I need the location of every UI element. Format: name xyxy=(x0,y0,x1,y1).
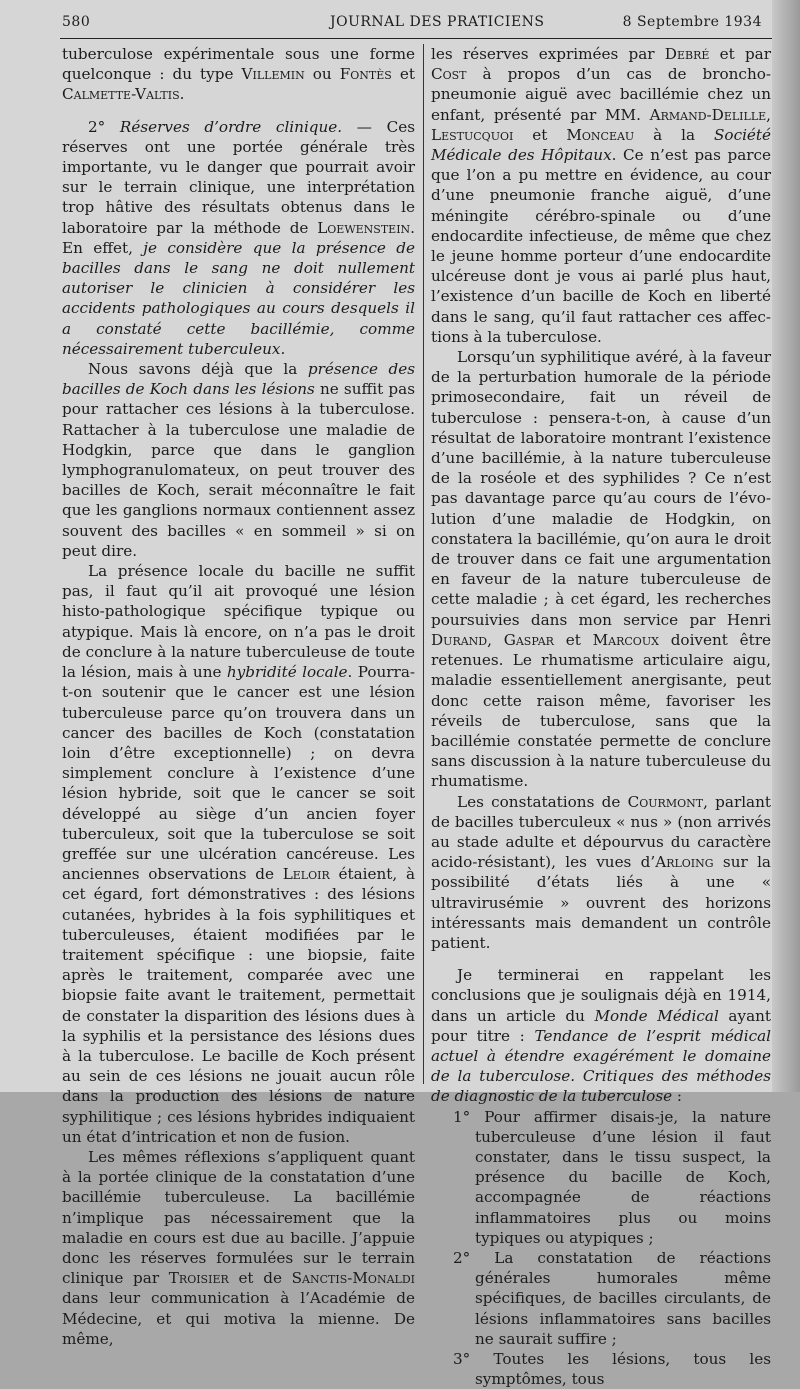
text-run: . Ce n’est pas parce que l’on a pu mettre en évidence, au cour d’une pneumonie franche aiguë, d’une méningite cérébro-spinale ou d’une endocardite infectieuse, de même que chez le jeune homme porteur d’une endocardite ulcéreuse dont je vous ai parlé plus haut, l’existence d’un bacille de Koch en liberté dans le sang, qu’il faut rattacher ces affections à la tuberculose. xyxy=(431,146,771,346)
paragraph xyxy=(431,44,771,347)
text-run: Les mêmes réflexions s’appliquent quant à la portée clinique de la constatation d’une bacillémie tuberculeuse. La bacillémie n’implique pas nécessairement que la maladie en cours est due au bacille. J’appuie donc les réserves formulées sur le terrain clinique par xyxy=(62,1147,415,1288)
text-run: , xyxy=(487,630,504,649)
author-name: Courmont xyxy=(627,792,704,811)
paragraph xyxy=(431,965,771,1106)
text-run: Lorsqu’un syphilitique avéré, à la faveur de la perturbation humorale de la période primosecondaire, fait un réveil de tuberculose : pensera-t-on, à cause d’un résultat de laboratoire montrant l’existence d’une bacillémie, à la nature tuberculeuse de la roséole et des syphilides ? Ce n’est pas davantage parce qu’au cours de l’évolution d’une maladie de Hodgkin, on constatera la bacillémie, qu’on aura le droit de trouver dans ce fait une argumentation en faveur de la nature tuberculeuse de cette maladie ; à cet égard, les recherches poursuivies dans mon service par Henri xyxy=(431,348,771,629)
text-run: et xyxy=(513,125,567,144)
paragraph xyxy=(62,117,415,359)
text-run: étaient, à cet égard, fort démonstratives : des lésions cutanées, hybrides à la fois syphilitiques et tuberculeuses, étaient modifiées par le traitement spécifique : une biopsie, faite après le traitement, comparée avec une biopsie faite avant le traitement, permettait de constater la disparition des lésions dues à la syphilis et la persistance des lésions dues à la tuberculose. Le bacille de Koch présent au sein de ces lésions ne jouait aucun rôle dans la production des lésions de nature syphilitique ; ces lésions hybrides indiquaient un état d’intrication et non de fusion. xyxy=(62,865,415,1146)
author-name: Fontès xyxy=(339,65,392,84)
text-run: ne suffit pas pour rattacher ces lésions à la tuberculose. Rattacher à la tuberculose une maladie de Hodgkin, parce que dans le ganglion lymphogranulomateux, on peut trouver des bacilles de Koch, serait méconnaître le fait que les ganglions normaux contiennent assez souvent des bacilles « en sommeil » si on peut dire. xyxy=(62,380,416,560)
journal-title: JOURNAL DES PRATICIENS xyxy=(330,14,545,30)
paragraph xyxy=(453,1107,771,1248)
text-run: les réserves exprimées par xyxy=(431,45,665,63)
text-run: , xyxy=(766,105,771,124)
text-run: . xyxy=(179,85,185,104)
emphasis-text: Monde Médical xyxy=(594,1006,719,1025)
author-name: Calmette-Valtis xyxy=(62,85,180,104)
emphasis-text: hybridité locale xyxy=(226,663,348,682)
text-run: La présence locale du bacille ne suffit pas, il faut qu’il ait provoqué une lésion histo-pathologique spécifique typique ou atypique. Mais là encore, on n’a pas le droit de conclure à la nature tuberculeuse de toute la lésion, mais à une xyxy=(62,562,415,682)
text-run: 2° La constatation de réactions générales humorales même spécifiques, de bacilles circulants, de lésions inflammatoires sans bacilles ne saurait suffire ; xyxy=(453,1248,771,1348)
paragraph xyxy=(62,1147,415,1349)
text-run: , parlant de bacilles tuberculeux « nus » (non arrivés au stade adulte et dépourvus du caractère acido-résistant), les vues d’ xyxy=(431,792,771,872)
paragraph xyxy=(62,561,415,1147)
paragraph xyxy=(453,1349,771,1389)
paragraph xyxy=(431,347,771,791)
author-name: Lestucquoi xyxy=(431,125,514,144)
emphasis-text: Société Médicale des Hôpitaux xyxy=(431,125,772,165)
page-number: 580 xyxy=(62,14,91,30)
author-name: Durand xyxy=(431,630,488,649)
emphasis-text: Réserves d’ordre clinique. xyxy=(119,117,343,136)
issue-date: 8 Septembre 1934 xyxy=(622,14,762,30)
author-name: Gaspar xyxy=(503,630,554,649)
text-run: et xyxy=(553,630,593,649)
author-name: Loewenstein xyxy=(317,218,411,237)
emphasis-text: je considère que la présence de bacilles dans le sang ne doit nullement autoriser le clinicien à considérer les accidents pathologiques au cours desquels il a constaté cette bacillémie, comme nécessairement tuberculeux. xyxy=(62,238,415,358)
text-run: et de xyxy=(228,1269,292,1288)
text-run: . Pourra-t-on soutenir que le cancer est une lésion tuberculeuse parce qu’on trouvera dans un cancer des bacilles de Koch (constatation loin d’être exceptionnelle) ; on devra simplement conclure à l’existence d’une lésion hybride, soit que le cancer se soit développé au siège d’un ancien foyer tuberculeux, soit que la tuberculose se soit greffée sur une ulcération cancéreuse. Les anciennes observations de xyxy=(62,663,416,884)
emphasis-text: Tendance de l’esprit médical actuel à étendre exagérément le domaine de la tuberculose. Critiques des méthodes de diagnostic de la tuberculose xyxy=(431,1026,771,1106)
author-name: Debré xyxy=(664,45,710,63)
author-name: Leloir xyxy=(282,865,330,884)
paragraph xyxy=(62,44,415,105)
author-name: Sanctis-Monaldi xyxy=(291,1269,415,1288)
text-run: ou xyxy=(304,65,340,84)
text-run: 1° Pour affirmer disais-je, la nature tuberculeuse d’une lésion il faut constater, dans le tissu suspect, la présence du bacille de Koch, accompagnée de réactions inflammatoires plus ou moins typiques ou atypiques ; xyxy=(453,1107,771,1247)
text-run: Nous savons déjà que la xyxy=(88,360,308,379)
text-run: sur la possibilité d’états liés à une « ultravirusémie » ouvrent des horizons intéressants mais demandent un contrôle patient. xyxy=(431,853,771,952)
text-run: à propos d’un cas de broncho-pneumonie aiguë avec bacillémie chez un enfant, présenté par MM. xyxy=(431,65,771,124)
text-run: ayant pour titre : xyxy=(431,1006,772,1045)
paragraph xyxy=(62,359,415,561)
text-run: et par xyxy=(709,45,771,63)
right-column xyxy=(431,44,771,1389)
text-run: 3° Toutes les lésions, tous les symptômes, tous xyxy=(453,1350,771,1389)
text-run: 2° xyxy=(88,117,120,136)
author-name: Marcoux xyxy=(592,630,659,649)
text-run: à la xyxy=(634,125,715,144)
text-run: tuberculose expérimentale sous une forme quelconque : du type xyxy=(62,45,415,84)
text-run: : xyxy=(672,1087,683,1106)
emphasis-text: présence des bacilles de Koch dans les lésions xyxy=(62,360,416,399)
paragraph xyxy=(431,792,771,954)
text-run: Les constatations de xyxy=(457,792,628,811)
author-name: Armand-Delille xyxy=(649,105,767,124)
author-name: Villemin xyxy=(241,65,305,84)
author-name: Arloing xyxy=(655,853,714,872)
author-name: Monceau xyxy=(566,125,635,144)
text-run: Je terminerai en rappelant les conclusions que je soulignais déjà en 1914, dans un article du xyxy=(431,966,771,1025)
author-name: Cost xyxy=(431,65,467,84)
text-run: et xyxy=(391,65,415,84)
paragraph xyxy=(453,1248,771,1349)
page-edge xyxy=(772,0,800,1092)
text-run: dans leur communication à l’Académie de Médecine, et qui motiva la mienne. De même, xyxy=(62,1289,415,1348)
column-divider xyxy=(423,44,424,1084)
author-name: Troisier xyxy=(168,1269,229,1288)
page-header xyxy=(62,14,762,36)
header-rule xyxy=(60,38,772,39)
text-run: . En effet, xyxy=(62,218,415,257)
text-run: — Ces réserves ont une portée générale très importante, vu le danger que pourrait avoir sur le terrain clinique, une interprétation trop hâtive des résultats obtenus dans le laboratoire par la méthode de xyxy=(62,117,415,237)
text-run: doivent être retenues. Le rhumatisme articulaire aigu, maladie essentiellement anergisante, peut donc cette raison même, favoriser les réveils de tuberculose, sans que la bacillémie constatée permette de conclure sans discussion à la nature tuberculeuse du rhumatisme. xyxy=(431,630,772,791)
left-column xyxy=(62,44,415,1349)
